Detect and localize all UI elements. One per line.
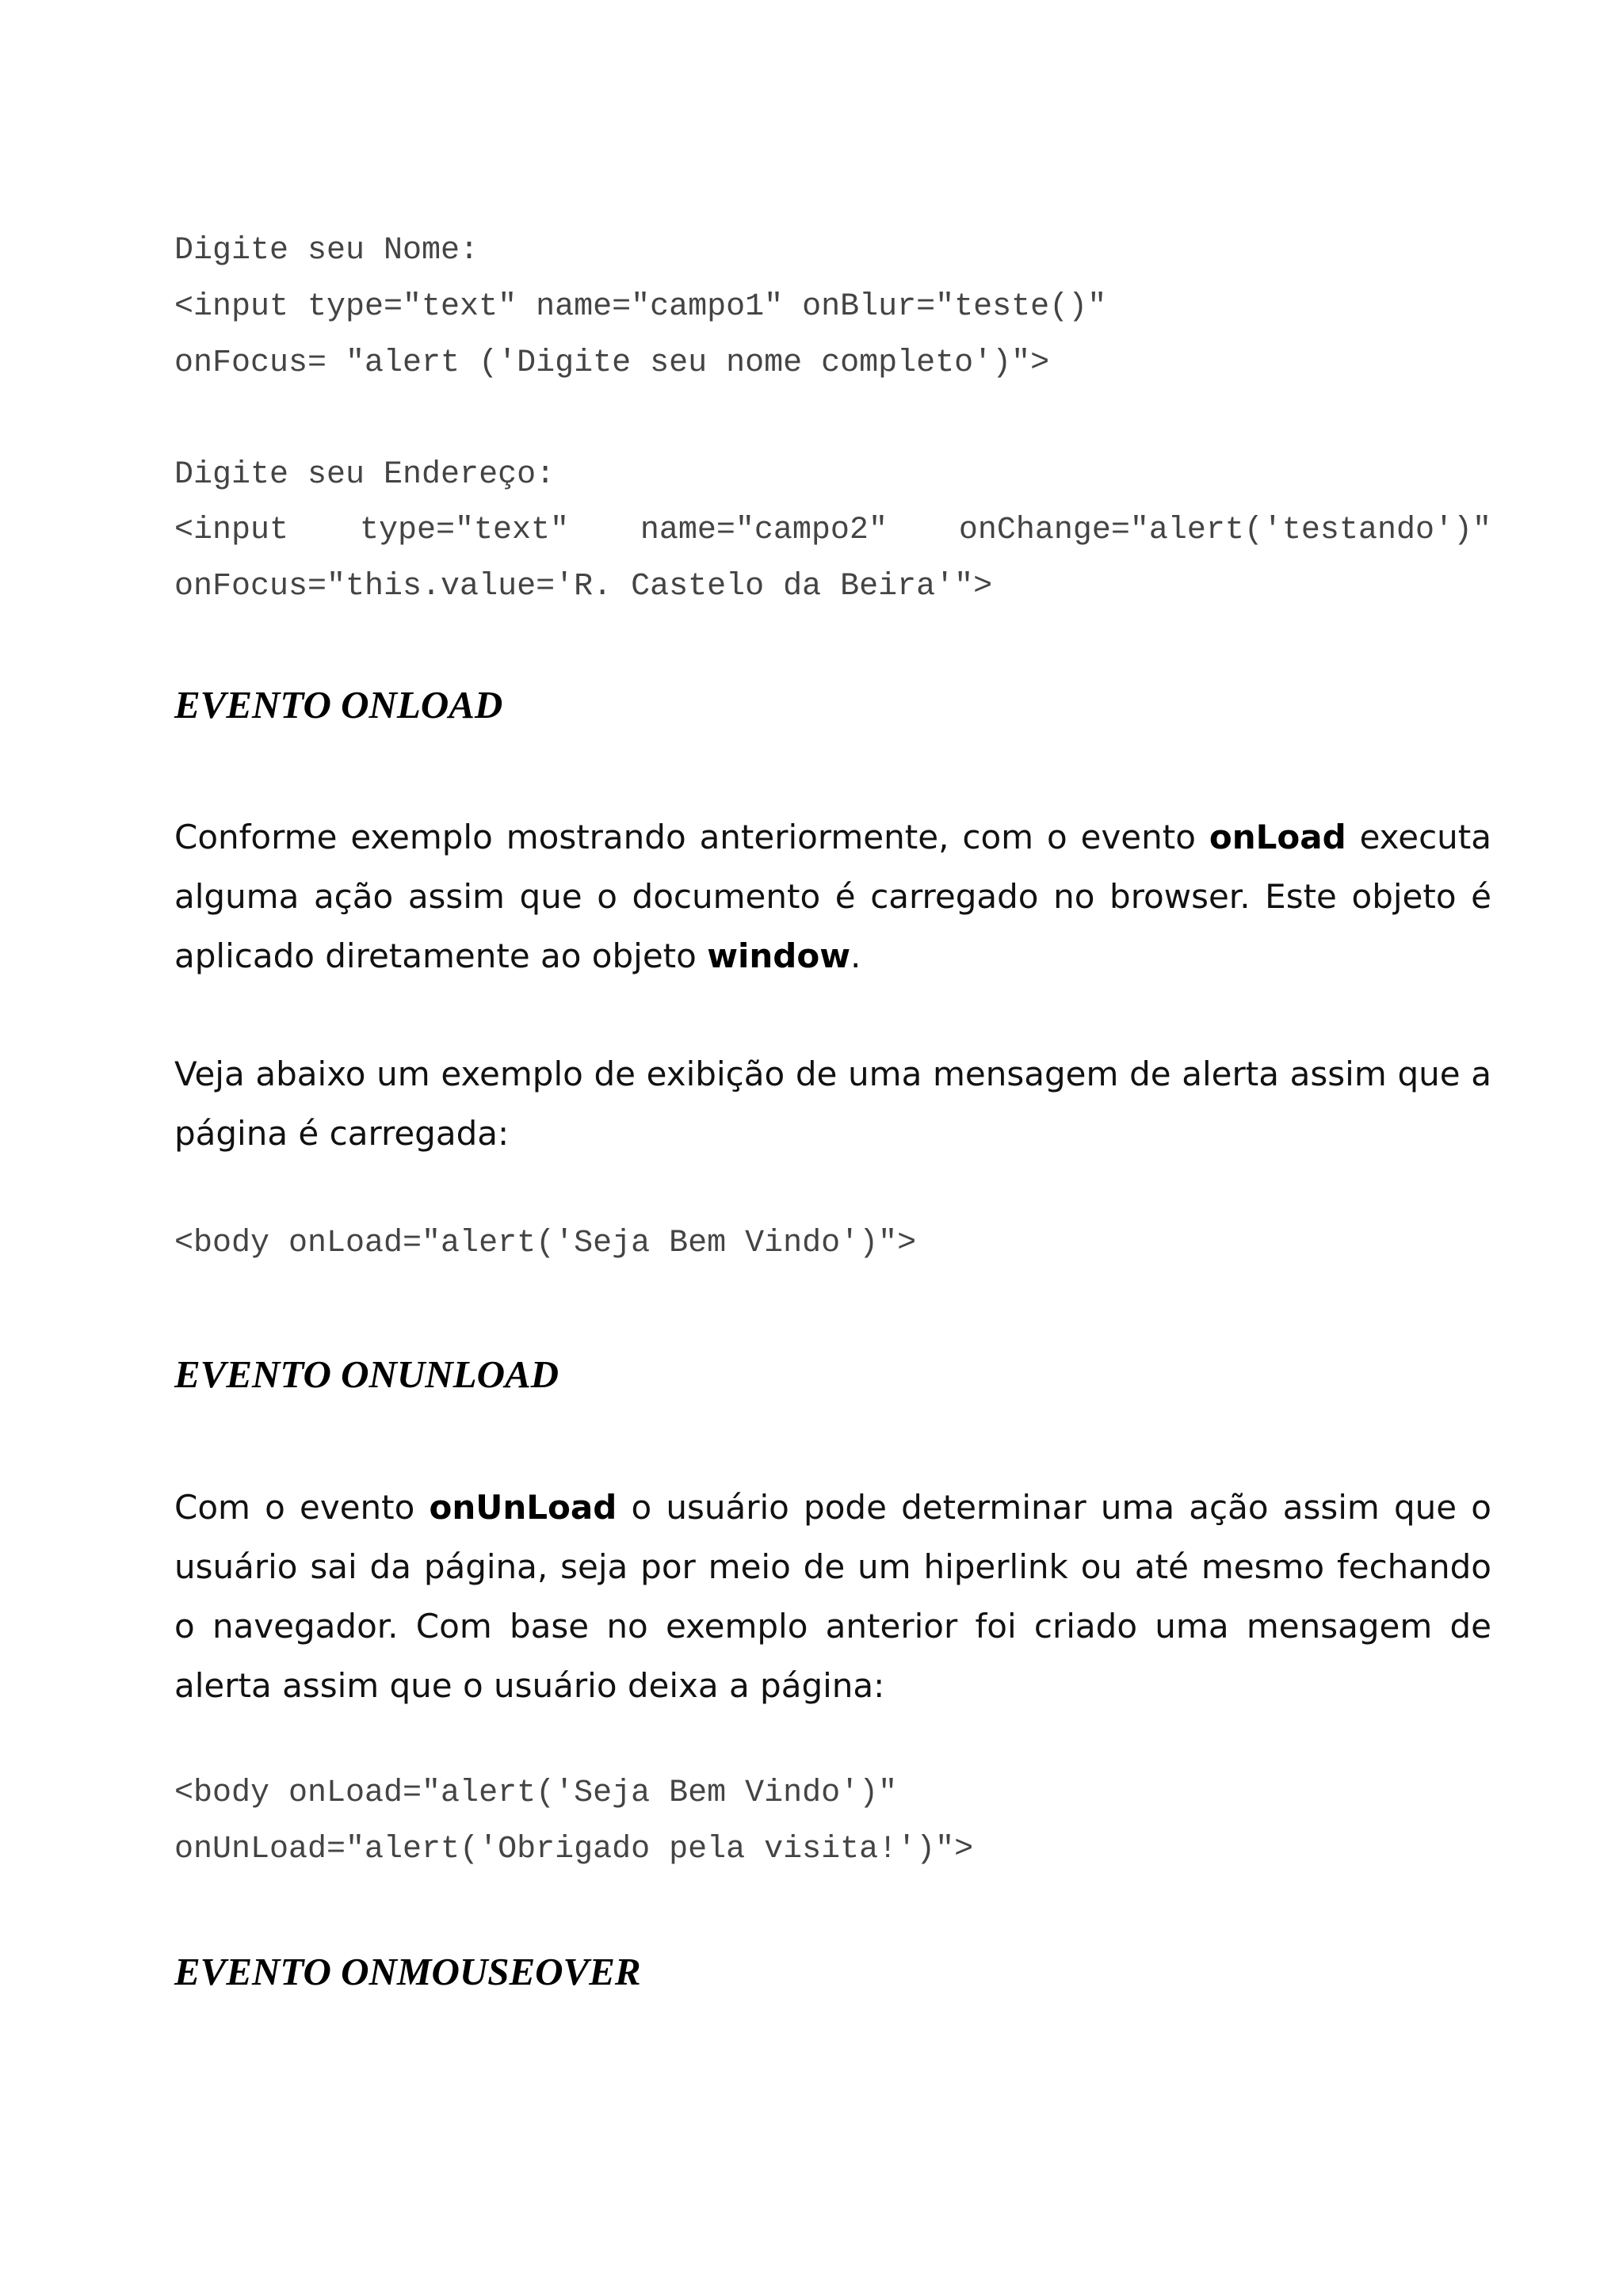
code-label-nome: Digite seu Nome: (174, 233, 479, 269)
paragraph-onunload-description (174, 1478, 1491, 1715)
heading-evento-onunload: EVENTO ONUNLOAD (174, 1352, 559, 1396)
heading-evento-onload: EVENTO ONLOAD (174, 683, 503, 727)
paragraph-onload-example-intro: Veja abaixo um exemplo de exibição de uma mensagem de alerta assim que a página é carregada: (174, 1055, 1491, 1153)
code-onfocus-campo1: onFocus= "alert ('Digite seu nome completo')"> (174, 345, 1050, 381)
code-token: onChange="alert('testando')" (958, 513, 1491, 548)
bold-term-onload: onLoad (1209, 818, 1346, 856)
code-body-onload-onunload-line1: <body onLoad="alert('Seja Bem Vindo')" (174, 1775, 898, 1811)
code-token: type="text" (359, 513, 569, 548)
text-run: executa alguma ação assim que o documento é carregado no browser. Este objeto é aplicado diretamente ao objeto (174, 818, 1491, 975)
text-run: Com o evento (174, 1488, 430, 1527)
code-label-endereco: Digite seu Endereço: (174, 457, 556, 493)
text-run: Conforme exemplo mostrando anteriormente, com o evento (174, 818, 1209, 856)
bold-term-onunload: onUnLoad (429, 1488, 617, 1527)
bold-term-window: window (707, 936, 851, 975)
code-body-onload: <body onLoad="alert('Seja Bem Vindo')"> (174, 1226, 917, 1261)
code-input-campo1: <input type="text" name="campo1" onBlur="teste()" (174, 289, 1107, 325)
text-run: . (850, 936, 861, 975)
heading-evento-onmouseover: EVENTO ONMOUSEOVER (174, 1950, 641, 1993)
code-token: name="campo2" (640, 513, 888, 548)
code-body-onload-onunload-line2: onUnLoad="alert('Obrigado pela visita!')"> (174, 1832, 974, 1867)
code-token: <input (174, 513, 289, 548)
paragraph-onload-description (174, 807, 1491, 986)
code-input-campo2 (174, 512, 1491, 550)
code-onfocus-campo2: onFocus="this.value='R. Castelo da Beira'"> (174, 569, 993, 605)
text-run: o usuário pode determinar uma ação assim que o usuário sai da página, seja por meio de um hiperlink ou até mesmo fechando o navegador. Com base no exemplo anterior foi criado uma mensagem de alerta assim que o usuário deixa a página: (174, 1488, 1491, 1705)
